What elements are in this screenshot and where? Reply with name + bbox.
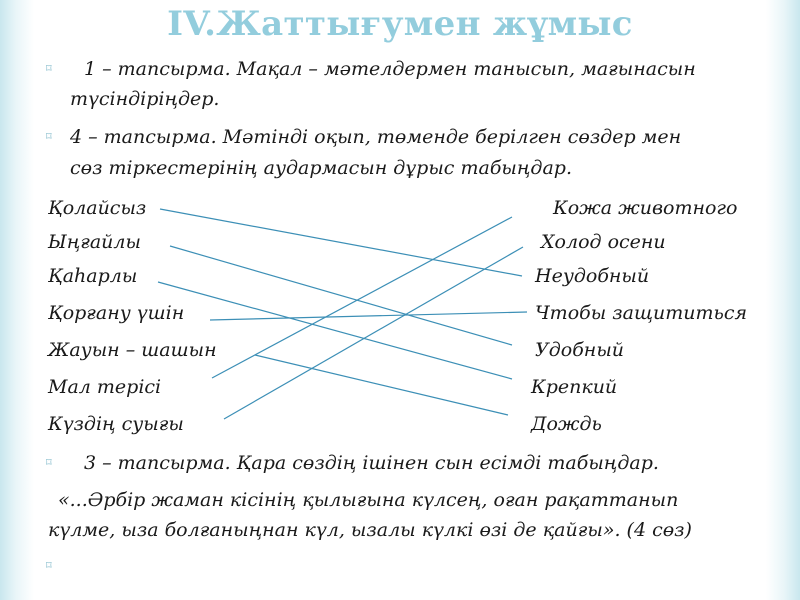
bullet-icon: ⌑ [46, 130, 52, 143]
task1-line1: 1 – тапсырма. Мақал – мәтелдермен танысып, мағынасын [84, 58, 696, 80]
slide-title: IV.Жаттығумен жұмыс [167, 4, 633, 44]
task3-line: 3 – тапсырма. Қара сөздің ішінен сын есімді табыңдар. [84, 452, 659, 474]
kazakh-word: Мал терісі [48, 376, 162, 398]
task4-line1: 4 – тапсырма. Мәтінді оқып, төменде берілген сөздер мен [70, 126, 682, 148]
russian-word: Кожа животного [553, 197, 738, 219]
russian-word: Дождь [531, 413, 602, 435]
kazakh-word: Қолайсыз [48, 197, 147, 219]
match-line [224, 247, 523, 419]
russian-word: Неудобный [535, 265, 650, 287]
match-line [210, 312, 527, 320]
task4-line2: сөз тіркестерінің аудармасын дұрыс табыңдар. [70, 157, 572, 179]
kazakh-word: Күздің суығы [48, 413, 184, 435]
match-line [160, 209, 522, 276]
bullet-icon: ⌑ [46, 456, 52, 469]
russian-word: Чтобы защититься [535, 302, 748, 324]
quote-line2: күлме, ыза болғаныңнан күл, ызалы күлкі өзі де қайғы». (4 сөз) [48, 519, 692, 541]
match-line [158, 282, 512, 379]
russian-word: Удобный [535, 339, 625, 361]
kazakh-word: Қаһарлы [48, 265, 138, 287]
bullet-icon: ⌑ [46, 62, 52, 75]
match-line [170, 246, 512, 345]
quote-line1: «...Әрбір жаман кісінің қылығына күлсең, оған рақаттанып [58, 489, 679, 511]
russian-word: Крепкий [531, 376, 618, 398]
match-line [212, 217, 512, 378]
kazakh-word: Ыңғайлы [48, 231, 141, 253]
bullet-icon: ⌑ [46, 559, 52, 572]
match-line [255, 355, 508, 415]
russian-word: Холод осени [541, 231, 666, 253]
kazakh-word: Жауын – шашын [48, 339, 217, 361]
kazakh-word: Қорғану үшін [48, 302, 185, 324]
task1-line2: түсіндіріңдер. [70, 88, 220, 110]
